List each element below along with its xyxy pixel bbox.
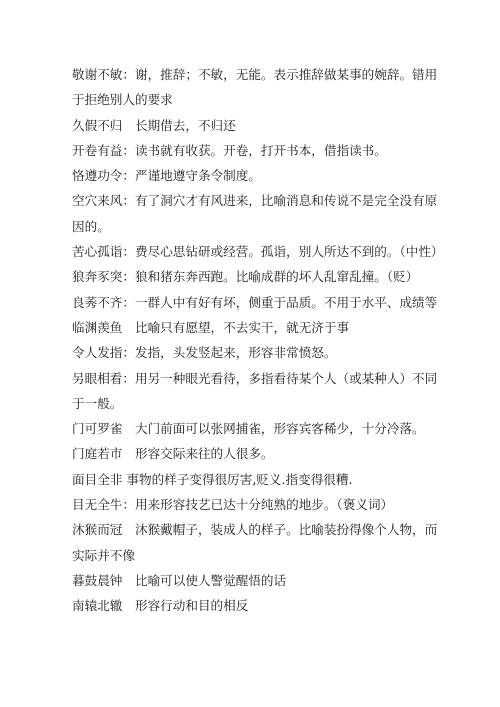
idiom-entry: 恪遵功令：严谨地遵守条令制度。 [72,168,261,184]
idiom-entry: 令人发指：发指，头发竖起来，形容非常愤怒。 [72,345,337,361]
idiom-entry: 空穴来风：有了洞穴才有风进来，比喻消息和传说不是完全没有原因的。 [72,193,438,234]
idiom-entry: 久假不归 长期借去，不归还 [72,117,236,133]
idiom-entry: 狼奔豕突：狼和猪东奔西跑。比喻成群的坏人乱窜乱撞。（贬） [72,269,419,285]
idiom-entry: 暮鼓晨钟 比喻可以使人警觉醒悟的话 [72,572,287,588]
idiom-entry: 敬谢不敏：谢，推辞；不敏，无能。表示推辞做某事的婉辞。错用于拒绝别人的要求 [72,67,438,108]
idiom-entry: 另眼相看：用另一种眼光看待，多指看待某个人（或某种人）不同于一般。 [72,370,438,411]
idiom-list [72,62,442,619]
idiom-entry: 门可罗雀 大门前面可以张网捕雀，形容宾客稀少，十分冷落。 [72,421,425,437]
idiom-entry: 门庭若市 形容交际来往的人很多。 [72,446,274,462]
idiom-entry: 南辕北辙 形容行动和目的相反 [72,598,249,614]
idiom-entry: 临渊羡鱼 比喻只有愿望，不去实干，就无济于事 [72,319,350,335]
idiom-entry: 沐猴而冠 沐猴戴帽子，装成人的样子。比喻装扮得像个人物，而实际并不像 [72,522,438,563]
idiom-entry: 面目全非 事物的样子变得很厉害,贬义.指变得很糟. [72,471,353,487]
idiom-entry: 良莠不齐：一群人中有好有坏，侧重于品质。不用于水平、成绩等 [72,294,438,310]
idiom-entry: 开卷有益：读书就有收获。开卷，打开书本，借指读书。 [72,142,387,158]
idiom-entry: 苦心孤诣：费尽心思钻研或经营。孤诣，别人所达不到的。（中性） [72,244,444,260]
idiom-entry: 目无全牛：用来形容技艺已达十分纯熟的地步。（褒义词） [72,497,394,513]
